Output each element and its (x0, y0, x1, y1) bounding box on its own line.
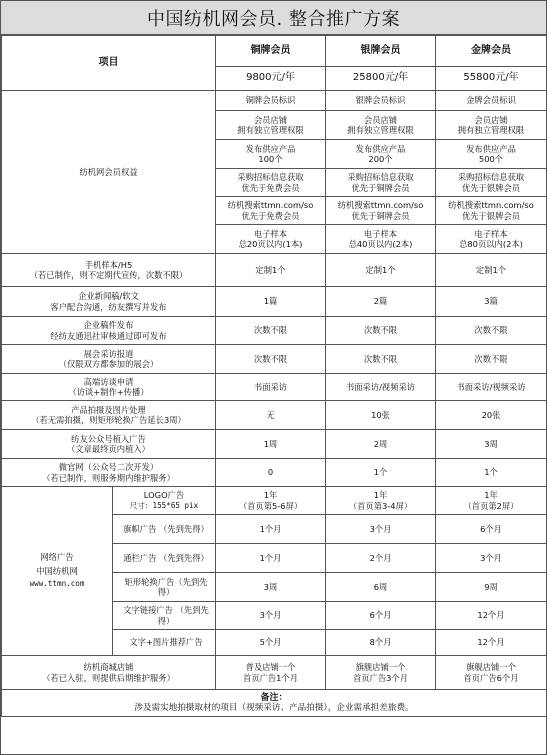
service-value: 次数不限 (216, 317, 326, 345)
membership-plan-table (1, 35, 547, 717)
ad-type-label: 通栏广告 （先到先得） (113, 544, 216, 573)
benefit-cell: 会员店铺 拥有独立管理权限 (326, 111, 436, 140)
benefit-cell: 发布供应产品 200个 (326, 140, 436, 169)
service-value: 1篇 (216, 287, 326, 317)
service-label: 展会采访报道 （仅限双方都参加的展会） (2, 345, 216, 374)
ad-type-label: 文字链接广告 （先到先 得） (113, 602, 216, 630)
service-value: 书面采访 (216, 374, 326, 401)
service-value: 次数不限 (326, 345, 436, 374)
service-value: 1个 (326, 459, 436, 487)
service-value: 次数不限 (216, 345, 326, 374)
logo-ad-value: 1年 （首页第5-6屏） (216, 487, 326, 515)
service-label: 企业稿件发布 经纺友通迅社审核通过即可发布 (2, 317, 216, 345)
logo-ad-size: 尺寸：155*65 pix (129, 500, 199, 510)
benefit-cell: 电子样本 总40页以内(2本) (326, 225, 436, 254)
service-value: 定制1个 (326, 254, 436, 287)
table-row (2, 487, 547, 515)
service-value: 0 (216, 459, 326, 487)
mall-value: 旗舰店铺一个 首页广告6个月 (436, 656, 547, 690)
ad-value: 2个月 (326, 544, 436, 573)
service-value: 次数不限 (436, 345, 547, 374)
tier-silver-header: 银牌会员 (326, 36, 436, 67)
service-label: 手机样本/H5 （若已制作，则不定期代宣传，次数不限） (2, 254, 216, 287)
service-value: 10张 (326, 401, 436, 430)
mall-label: 纺机商城店铺 （若已入驻，则提供后期维护服务） (2, 656, 216, 690)
table-row (2, 690, 547, 717)
benefit-cell: 纺机搜索ttmn.com/so 优先于银牌会员 (436, 197, 547, 225)
service-value: 3周 (436, 430, 547, 459)
service-value: 3篇 (436, 287, 547, 317)
page-title: 中国纺机网会员. 整合推广方案 (1, 1, 546, 35)
network-ads-label (2, 487, 113, 656)
ad-value: 6个月 (326, 602, 436, 630)
ad-value: 12个月 (436, 602, 547, 630)
service-label: 微官网（公众号二次开发） （若已制作，则服务期内维护服务） (2, 459, 216, 487)
ad-value: 3个月 (216, 602, 326, 630)
ad-value: 1个月 (216, 515, 326, 544)
tier-gold-price: 55800元/年 (436, 67, 547, 91)
logo-ad-cell (113, 487, 216, 515)
tier-bronze-header: 铜牌会员 (216, 36, 326, 67)
ad-value: 6周 (326, 573, 436, 602)
item-header: 项目 (2, 36, 216, 91)
service-label: 产品拍摄及图片处理 （若无需拍摄，则矩形轮换广告延长3周） (2, 401, 216, 430)
benefit-cell: 发布供应产品 500个 (436, 140, 547, 169)
benefit-cell: 银牌会员标识 (326, 91, 436, 111)
tier-silver-price: 25800元/年 (326, 67, 436, 91)
ad-value: 8个月 (326, 630, 436, 656)
benefit-cell: 金牌会员标识 (436, 91, 547, 111)
table-row (2, 287, 547, 317)
service-value: 书面采访/视频采访 (326, 374, 436, 401)
ad-value: 9周 (436, 573, 547, 602)
benefit-cell: 铜牌会员标识 (216, 91, 326, 111)
network-ads-url: www.ttmn.com (29, 579, 85, 589)
service-label: 纺友公众号植入广告 （文章最终页内植入） (2, 430, 216, 459)
service-value: 次数不限 (436, 317, 547, 345)
ad-value: 3周 (216, 573, 326, 602)
note-title: 备注： (260, 692, 288, 703)
logo-ad-value: 1年 （首页第3-4屏） (326, 487, 436, 515)
note-text: 涉及需实地拍摄取材的项目（视频采访、产品拍摄），企业需承担差旅费。 (134, 703, 414, 713)
ad-type-label: 矩形轮换广告（先到先 得） (113, 573, 216, 602)
table-row (2, 374, 547, 401)
benefit-cell: 发布供应产品 100个 (216, 140, 326, 169)
logo-ad-value: 1年 （首页第2屏） (436, 487, 547, 515)
benefit-cell: 纺机搜索ttmn.com/so 优先于免费会员 (216, 197, 326, 225)
service-label: 企业新闻稿/软文 客户配合沟通，纺友撰写并发布 (2, 287, 216, 317)
ad-type-label: 旗帜广告 （先到先得） (113, 515, 216, 544)
ad-type-label: 文字+图片推荐广告 (113, 630, 216, 656)
network-ads-title: 网络广告 (40, 552, 74, 563)
service-value: 定制1个 (216, 254, 326, 287)
benefit-cell: 采购招标信息获取 优先于铜牌会员 (326, 169, 436, 197)
benefit-cell: 会员店铺 拥有独立管理权限 (216, 111, 326, 140)
benefit-cell: 会员店铺 拥有独立管理权限 (436, 111, 547, 140)
ad-value: 3个月 (326, 515, 436, 544)
ad-value: 1个月 (216, 544, 326, 573)
service-label: 高端访谈申请 （访谈+制作+传播） (2, 374, 216, 401)
table-row (2, 430, 547, 459)
ad-value: 12个月 (436, 630, 547, 656)
benefit-cell: 电子样本 总20页以内(1本) (216, 225, 326, 254)
network-ads-site: 中国纺机网 (36, 565, 78, 576)
ad-value: 3个月 (436, 544, 547, 573)
benefit-cell: 采购招标信息获取 优先于免费会员 (216, 169, 326, 197)
service-value: 书面采访/视频采访 (436, 374, 547, 401)
service-value: 1个 (436, 459, 547, 487)
table-row (2, 345, 547, 374)
benefits-label: 纺机网会员权益 (2, 91, 216, 254)
service-value: 2篇 (326, 287, 436, 317)
note-cell (2, 690, 547, 717)
table-row (2, 254, 547, 287)
service-value: 定制1个 (436, 254, 547, 287)
table-row (2, 459, 547, 487)
ad-value: 5个月 (216, 630, 326, 656)
service-value: 次数不限 (326, 317, 436, 345)
mall-value: 旗舰店铺一个 首页广告3个月 (326, 656, 436, 690)
service-value: 20张 (436, 401, 547, 430)
benefit-cell: 纺机搜索ttmn.com/so 优先于铜牌会员 (326, 197, 436, 225)
tier-gold-header: 金牌会员 (436, 36, 547, 67)
benefit-cell: 采购招标信息获取 优先于银牌会员 (436, 169, 547, 197)
tier-bronze-price: 9800元/年 (216, 67, 326, 91)
table-row (2, 91, 547, 111)
benefit-cell: 电子样本 总80页以内(2本) (436, 225, 547, 254)
logo-ad-name: LOGO广告 (143, 490, 185, 500)
service-value: 无 (216, 401, 326, 430)
table-row (2, 656, 547, 690)
ad-value: 6个月 (436, 515, 547, 544)
table-row (2, 401, 547, 430)
service-value: 2周 (326, 430, 436, 459)
service-value: 1周 (216, 430, 326, 459)
mall-value: 普及店铺一个 首页广告1个月 (216, 656, 326, 690)
table-row (2, 317, 547, 345)
